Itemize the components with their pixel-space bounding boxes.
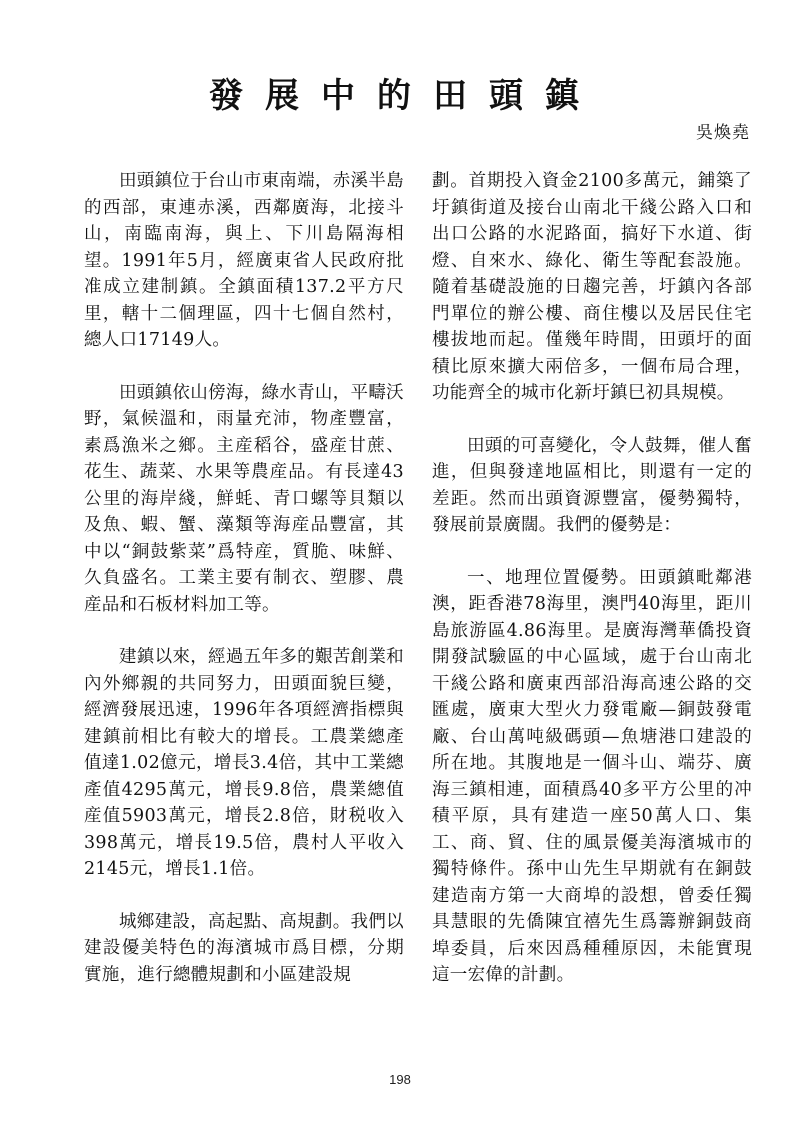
paragraph: 劃。首期投入資金2100多萬元，鋪築了圩鎮街道及接台山南北干綫公路入口和出口公路的水泥路面，搞好下水道、街燈、自來水、綠化、衛生等配套設施。隨着基礎設施的日趨完善，圩鎮內各部門單位的辦公樓、商住樓以及居民住宅樓拔地而起。僅幾年時間，田頭圩的面積比原來擴大兩倍多，一個布局合理，功能齊全的城市化新圩鎮巳初具規模。: [432, 171, 752, 403]
right-column: [432, 168, 752, 1015]
paragraph: 一、地理位置優勢。田頭鎮毗鄰港澳，距香港78海里，澳門40海里，距川島旅游區4.86海里。是廣海灣華僑投資開發試驗區的中心區域，處于台山南北干綫公路和廣東西部沿海高速公路的交匯處，廣東大型火力發電廠—銅鼓發電廠、台山萬吨級碼頭—魚塘港口建設的所在地。其腹地是一個斗山、端芬、廣海三鎮相連，面積爲40多平方公里的冲積平原，具有建造一座50萬人口、集工、商、貿、住的風景優美海濱城市的獨特條件。孫中山先生早期就有在銅鼓建造南方第一大商埠的設想，曾委任獨具慧眼的先僑陳宜禧先生爲籌辦銅鼓商埠委員，后來因爲種種原因，未能實現這一宏偉的計劃。: [432, 567, 752, 985]
paragraph: 城鄉建設，高起點、高規劃。我們以建設優美特色的海濱城市爲目標，分期實施，進行總體規劃和小區建設規: [84, 911, 404, 985]
author-name: 吳煥堯: [696, 123, 750, 143]
paragraph: 建鎮以來，經過五年多的艱苦創業和內外鄉親的共同努力，田頭面貌巨變，經濟發展迅速，1996年各項經濟指標與建鎮前相比有較大的增長。工農業總產值達1.02億元，增長3.4倍，其中工業總產值4295萬元，增長9.8倍，農業總值産值5903萬元，增長2.8倍，財税收入398萬元，增長19.5倍，農村人平收入2145元，增長1.1倍。: [84, 647, 404, 879]
paragraph: 田頭鎮依山傍海，綠水青山，平疇沃野，氣候溫和，雨量充沛，物產豐富，素爲漁米之鄉。主産稻谷，盛産甘蔗、花生、蔬菜、水果等農産品。有長達43公里的海岸綫，鮮蚝、青口螺等貝類以及魚、蝦、蟹、藻類等海産品豐富，其中以“銅鼓紫菜”爲特産，質脆、味鮮、久負盛名。工業主要有制衣、塑膠、農産品和石板材料加工等。: [84, 382, 404, 615]
page-number: 198: [389, 1072, 411, 1087]
left-column: [84, 168, 404, 1014]
paragraph: 田頭的可喜變化，令人鼓舞，催人奮進，但與發達地區相比，則還有一定的差距。然而出頭資源豐富，優勢獨特，發展前景廣闊。我們的優勢是：: [432, 435, 752, 535]
article-title: 發展中的田頭鎮: [209, 76, 601, 116]
paragraph: 田頭鎮位于台山市東南端，赤溪半島的西部，東連赤溪，西鄰廣海，北接斗山，南臨南海，與上、下川島隔海相望。1991年5月，經廣東省人民政府批准成立建制鎮。全鎮面積137.2平方尺里，轄十二個理區，四十七個自然村，總人口17149人。: [84, 171, 404, 350]
